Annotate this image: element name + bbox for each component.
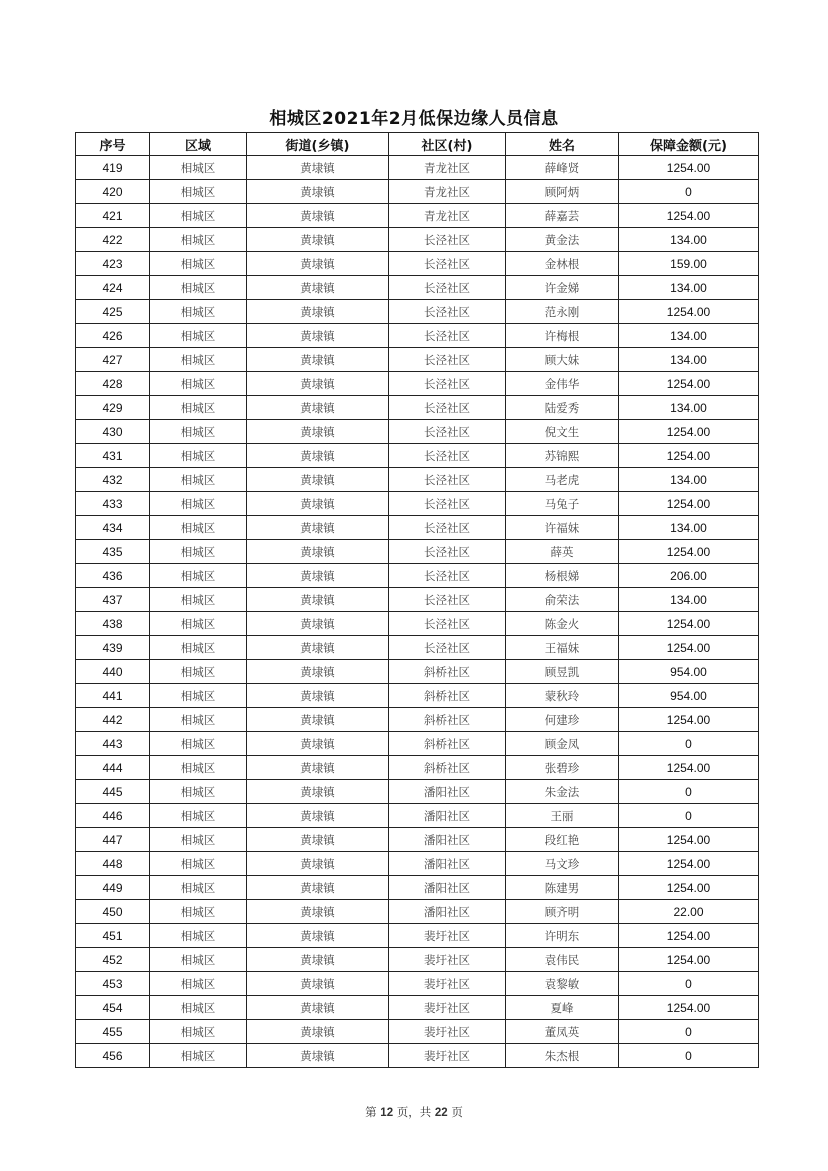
cell-name: 张碧珍 [506, 756, 619, 780]
cell-district: 相城区 [150, 300, 247, 324]
cell-serial-number: 446 [76, 804, 150, 828]
cell-serial-number: 425 [76, 300, 150, 324]
cell-street-town: 黄埭镇 [247, 564, 389, 588]
cell-amount: 954.00 [619, 684, 759, 708]
cell-street-town: 黄埭镇 [247, 588, 389, 612]
cell-amount: 0 [619, 1044, 759, 1068]
cell-amount: 134.00 [619, 468, 759, 492]
cell-district: 相城区 [150, 972, 247, 996]
cell-community: 裴圩社区 [389, 948, 506, 972]
cell-amount: 1254.00 [619, 852, 759, 876]
cell-district: 相城区 [150, 324, 247, 348]
table-row [76, 564, 759, 588]
table-row [76, 780, 759, 804]
cell-district: 相城区 [150, 732, 247, 756]
cell-name: 董凤英 [506, 1020, 619, 1044]
table-row [76, 732, 759, 756]
header-serial-number: 序号 [76, 133, 150, 156]
cell-district: 相城区 [150, 492, 247, 516]
cell-community: 潘阳社区 [389, 876, 506, 900]
cell-serial-number: 419 [76, 156, 150, 180]
cell-serial-number: 432 [76, 468, 150, 492]
cell-name: 金伟华 [506, 372, 619, 396]
table-row [76, 396, 759, 420]
cell-district: 相城区 [150, 516, 247, 540]
total-pages-number: 22 [434, 1107, 448, 1119]
table-row [76, 804, 759, 828]
cell-serial-number: 431 [76, 444, 150, 468]
cell-amount: 0 [619, 780, 759, 804]
current-page-number: 12 [380, 1107, 394, 1119]
cell-name: 段红艳 [506, 828, 619, 852]
table-row [76, 468, 759, 492]
cell-amount: 1254.00 [619, 924, 759, 948]
cell-serial-number: 456 [76, 1044, 150, 1068]
cell-name: 薛英 [506, 540, 619, 564]
cell-street-town: 黄埭镇 [247, 1044, 389, 1068]
cell-community: 裴圩社区 [389, 972, 506, 996]
cell-community: 潘阳社区 [389, 828, 506, 852]
cell-street-town: 黄埭镇 [247, 156, 389, 180]
table-row [76, 828, 759, 852]
cell-name: 许梅根 [506, 324, 619, 348]
header-community: 社区(村) [389, 133, 506, 156]
cell-community: 长泾社区 [389, 372, 506, 396]
cell-street-town: 黄埭镇 [247, 540, 389, 564]
cell-community: 长泾社区 [389, 612, 506, 636]
table-row [76, 324, 759, 348]
table-row [76, 708, 759, 732]
cell-street-town: 黄埭镇 [247, 252, 389, 276]
cell-district: 相城区 [150, 180, 247, 204]
cell-community: 长泾社区 [389, 300, 506, 324]
cell-serial-number: 426 [76, 324, 150, 348]
cell-community: 长泾社区 [389, 636, 506, 660]
cell-name: 陆爱秀 [506, 396, 619, 420]
cell-district: 相城区 [150, 1044, 247, 1068]
cell-serial-number: 428 [76, 372, 150, 396]
table-row [76, 492, 759, 516]
table-row [76, 516, 759, 540]
cell-community: 裴圩社区 [389, 1020, 506, 1044]
cell-name: 马老虎 [506, 468, 619, 492]
cell-street-town: 黄埭镇 [247, 972, 389, 996]
header-name: 姓名 [506, 133, 619, 156]
cell-serial-number: 434 [76, 516, 150, 540]
cell-street-town: 黄埭镇 [247, 636, 389, 660]
cell-amount: 1254.00 [619, 636, 759, 660]
cell-serial-number: 423 [76, 252, 150, 276]
cell-serial-number: 427 [76, 348, 150, 372]
cell-community: 长泾社区 [389, 588, 506, 612]
cell-street-town: 黄埭镇 [247, 900, 389, 924]
cell-community: 裴圩社区 [389, 1044, 506, 1068]
cell-name: 许金娣 [506, 276, 619, 300]
cell-community: 长泾社区 [389, 564, 506, 588]
cell-name: 蒙秋玲 [506, 684, 619, 708]
cell-community: 裴圩社区 [389, 996, 506, 1020]
cell-community: 长泾社区 [389, 492, 506, 516]
cell-serial-number: 447 [76, 828, 150, 852]
cell-district: 相城区 [150, 420, 247, 444]
cell-district: 相城区 [150, 612, 247, 636]
table-row [76, 276, 759, 300]
cell-street-town: 黄埭镇 [247, 324, 389, 348]
cell-street-town: 黄埭镇 [247, 1020, 389, 1044]
cell-street-town: 黄埭镇 [247, 684, 389, 708]
cell-street-town: 黄埭镇 [247, 948, 389, 972]
cell-district: 相城区 [150, 564, 247, 588]
table-row [76, 420, 759, 444]
cell-community: 潘阳社区 [389, 804, 506, 828]
cell-name: 俞荣法 [506, 588, 619, 612]
cell-district: 相城区 [150, 996, 247, 1020]
table-row [76, 156, 759, 180]
cell-street-town: 黄埭镇 [247, 660, 389, 684]
cell-community: 裴圩社区 [389, 924, 506, 948]
cell-community: 青龙社区 [389, 204, 506, 228]
cell-community: 长泾社区 [389, 540, 506, 564]
cell-district: 相城区 [150, 228, 247, 252]
cell-street-town: 黄埭镇 [247, 300, 389, 324]
cell-district: 相城区 [150, 924, 247, 948]
cell-serial-number: 439 [76, 636, 150, 660]
cell-amount: 134.00 [619, 228, 759, 252]
cell-serial-number: 444 [76, 756, 150, 780]
header-amount: 保障金额(元) [619, 133, 759, 156]
cell-name: 薛嘉芸 [506, 204, 619, 228]
cell-community: 斜桥社区 [389, 708, 506, 732]
cell-district: 相城区 [150, 828, 247, 852]
cell-name: 苏锦熙 [506, 444, 619, 468]
cell-district: 相城区 [150, 276, 247, 300]
cell-street-town: 黄埭镇 [247, 468, 389, 492]
table-row [76, 540, 759, 564]
cell-name: 范永刚 [506, 300, 619, 324]
cell-amount: 1254.00 [619, 372, 759, 396]
table-row [76, 348, 759, 372]
cell-serial-number: 440 [76, 660, 150, 684]
cell-name: 顾齐明 [506, 900, 619, 924]
cell-serial-number: 448 [76, 852, 150, 876]
cell-district: 相城区 [150, 900, 247, 924]
table-row [76, 636, 759, 660]
cell-community: 青龙社区 [389, 180, 506, 204]
table-row [76, 852, 759, 876]
cell-name: 陈金火 [506, 612, 619, 636]
cell-amount: 206.00 [619, 564, 759, 588]
table-row [76, 180, 759, 204]
cell-amount: 1254.00 [619, 828, 759, 852]
cell-amount: 1254.00 [619, 444, 759, 468]
cell-amount: 1254.00 [619, 708, 759, 732]
cell-street-town: 黄埭镇 [247, 180, 389, 204]
cell-community: 长泾社区 [389, 444, 506, 468]
cell-serial-number: 451 [76, 924, 150, 948]
page-footer [0, 1104, 828, 1120]
cell-street-town: 黄埭镇 [247, 996, 389, 1020]
cell-amount: 0 [619, 972, 759, 996]
cell-district: 相城区 [150, 660, 247, 684]
cell-name: 何建珍 [506, 708, 619, 732]
cell-street-town: 黄埭镇 [247, 708, 389, 732]
cell-street-town: 黄埭镇 [247, 372, 389, 396]
cell-name: 顾大妹 [506, 348, 619, 372]
cell-serial-number: 430 [76, 420, 150, 444]
cell-amount: 22.00 [619, 900, 759, 924]
cell-street-town: 黄埭镇 [247, 804, 389, 828]
header-district: 区域 [150, 133, 247, 156]
document-title: 相城区2021年2月低保边缘人员信息 [269, 109, 559, 129]
cell-district: 相城区 [150, 540, 247, 564]
cell-serial-number: 438 [76, 612, 150, 636]
cell-serial-number: 450 [76, 900, 150, 924]
cell-district: 相城区 [150, 852, 247, 876]
cell-serial-number: 420 [76, 180, 150, 204]
cell-district: 相城区 [150, 756, 247, 780]
cell-district: 相城区 [150, 948, 247, 972]
cell-community: 长泾社区 [389, 516, 506, 540]
cell-street-town: 黄埭镇 [247, 852, 389, 876]
cell-name: 王福妹 [506, 636, 619, 660]
cell-name: 袁伟民 [506, 948, 619, 972]
table-row [76, 204, 759, 228]
table-row [76, 1020, 759, 1044]
table-row [76, 996, 759, 1020]
cell-amount: 1254.00 [619, 300, 759, 324]
cell-name: 许明东 [506, 924, 619, 948]
cell-district: 相城区 [150, 372, 247, 396]
cell-serial-number: 455 [76, 1020, 150, 1044]
table-row [76, 684, 759, 708]
cell-serial-number: 442 [76, 708, 150, 732]
cell-name: 金林根 [506, 252, 619, 276]
table-row [76, 588, 759, 612]
cell-community: 青龙社区 [389, 156, 506, 180]
footer-suffix: 页 [451, 1105, 463, 1119]
table-row [76, 900, 759, 924]
cell-serial-number: 437 [76, 588, 150, 612]
cell-street-town: 黄埭镇 [247, 276, 389, 300]
table-row [76, 228, 759, 252]
table-row [76, 876, 759, 900]
cell-street-town: 黄埭镇 [247, 516, 389, 540]
cell-district: 相城区 [150, 444, 247, 468]
cell-amount: 134.00 [619, 588, 759, 612]
cell-name: 王丽 [506, 804, 619, 828]
cell-street-town: 黄埭镇 [247, 876, 389, 900]
cell-district: 相城区 [150, 156, 247, 180]
cell-name: 顾金凤 [506, 732, 619, 756]
cell-amount: 134.00 [619, 276, 759, 300]
cell-amount: 1254.00 [619, 756, 759, 780]
cell-community: 斜桥社区 [389, 756, 506, 780]
table-row [76, 948, 759, 972]
table-row [76, 756, 759, 780]
cell-street-town: 黄埭镇 [247, 492, 389, 516]
cell-community: 长泾社区 [389, 252, 506, 276]
cell-community: 长泾社区 [389, 348, 506, 372]
cell-district: 相城区 [150, 780, 247, 804]
cell-name: 马文珍 [506, 852, 619, 876]
header-street-town: 街道(乡镇) [247, 133, 389, 156]
cell-amount: 0 [619, 804, 759, 828]
cell-community: 长泾社区 [389, 420, 506, 444]
cell-community: 长泾社区 [389, 468, 506, 492]
cell-amount: 134.00 [619, 324, 759, 348]
cell-name: 杨根娣 [506, 564, 619, 588]
table-row [76, 660, 759, 684]
cell-amount: 0 [619, 732, 759, 756]
cell-amount: 0 [619, 1020, 759, 1044]
cell-serial-number: 452 [76, 948, 150, 972]
cell-street-town: 黄埭镇 [247, 612, 389, 636]
cell-community: 长泾社区 [389, 396, 506, 420]
cell-street-town: 黄埭镇 [247, 756, 389, 780]
cell-name: 顾昱凯 [506, 660, 619, 684]
cell-serial-number: 435 [76, 540, 150, 564]
cell-serial-number: 422 [76, 228, 150, 252]
cell-community: 长泾社区 [389, 276, 506, 300]
cell-serial-number: 441 [76, 684, 150, 708]
table-row [76, 252, 759, 276]
cell-street-town: 黄埭镇 [247, 204, 389, 228]
cell-name: 许福妹 [506, 516, 619, 540]
cell-serial-number: 453 [76, 972, 150, 996]
cell-serial-number: 454 [76, 996, 150, 1020]
cell-name: 马兔子 [506, 492, 619, 516]
cell-amount: 159.00 [619, 252, 759, 276]
cell-name: 朱杰根 [506, 1044, 619, 1068]
cell-serial-number: 449 [76, 876, 150, 900]
cell-district: 相城区 [150, 876, 247, 900]
cell-amount: 134.00 [619, 396, 759, 420]
cell-street-town: 黄埭镇 [247, 420, 389, 444]
cell-district: 相城区 [150, 588, 247, 612]
cell-amount: 134.00 [619, 348, 759, 372]
cell-serial-number: 424 [76, 276, 150, 300]
cell-street-town: 黄埭镇 [247, 348, 389, 372]
table-row [76, 612, 759, 636]
cell-community: 斜桥社区 [389, 684, 506, 708]
cell-amount: 1254.00 [619, 492, 759, 516]
cell-street-town: 黄埭镇 [247, 828, 389, 852]
cell-community: 潘阳社区 [389, 852, 506, 876]
cell-serial-number: 429 [76, 396, 150, 420]
cell-name: 袁黎敏 [506, 972, 619, 996]
cell-amount: 1254.00 [619, 204, 759, 228]
cell-district: 相城区 [150, 468, 247, 492]
cell-name: 薛峰贤 [506, 156, 619, 180]
cell-district: 相城区 [150, 204, 247, 228]
cell-serial-number: 421 [76, 204, 150, 228]
cell-community: 长泾社区 [389, 228, 506, 252]
cell-name: 黄金法 [506, 228, 619, 252]
cell-amount: 1254.00 [619, 948, 759, 972]
table-row [76, 444, 759, 468]
cell-street-town: 黄埭镇 [247, 444, 389, 468]
table-header-row [76, 133, 759, 156]
cell-serial-number: 433 [76, 492, 150, 516]
cell-serial-number: 436 [76, 564, 150, 588]
cell-name: 朱金法 [506, 780, 619, 804]
table-row [76, 924, 759, 948]
table-row [76, 300, 759, 324]
cell-amount: 954.00 [619, 660, 759, 684]
cell-amount: 1254.00 [619, 420, 759, 444]
cell-amount: 1254.00 [619, 876, 759, 900]
cell-name: 顾阿炳 [506, 180, 619, 204]
cell-amount: 1254.00 [619, 612, 759, 636]
cell-street-town: 黄埭镇 [247, 732, 389, 756]
cell-serial-number: 445 [76, 780, 150, 804]
cell-district: 相城区 [150, 636, 247, 660]
cell-amount: 1254.00 [619, 540, 759, 564]
cell-amount: 1254.00 [619, 996, 759, 1020]
cell-amount: 0 [619, 180, 759, 204]
cell-district: 相城区 [150, 1020, 247, 1044]
table-row [76, 372, 759, 396]
table-row [76, 1044, 759, 1068]
table-row [76, 972, 759, 996]
cell-district: 相城区 [150, 684, 247, 708]
cell-street-town: 黄埭镇 [247, 924, 389, 948]
cell-name: 倪文生 [506, 420, 619, 444]
cell-community: 长泾社区 [389, 324, 506, 348]
cell-street-town: 黄埭镇 [247, 780, 389, 804]
cell-district: 相城区 [150, 348, 247, 372]
recipients-table [75, 132, 759, 1068]
cell-amount: 134.00 [619, 516, 759, 540]
cell-district: 相城区 [150, 252, 247, 276]
cell-district: 相城区 [150, 396, 247, 420]
cell-community: 潘阳社区 [389, 780, 506, 804]
cell-community: 潘阳社区 [389, 900, 506, 924]
footer-mid: 页，共 [396, 1105, 432, 1119]
cell-community: 斜桥社区 [389, 732, 506, 756]
cell-name: 陈建男 [506, 876, 619, 900]
cell-amount: 1254.00 [619, 156, 759, 180]
cell-serial-number: 443 [76, 732, 150, 756]
cell-community: 斜桥社区 [389, 660, 506, 684]
footer-prefix: 第 [365, 1105, 377, 1119]
cell-street-town: 黄埭镇 [247, 396, 389, 420]
cell-name: 夏峰 [506, 996, 619, 1020]
cell-district: 相城区 [150, 804, 247, 828]
cell-district: 相城区 [150, 708, 247, 732]
cell-street-town: 黄埭镇 [247, 228, 389, 252]
